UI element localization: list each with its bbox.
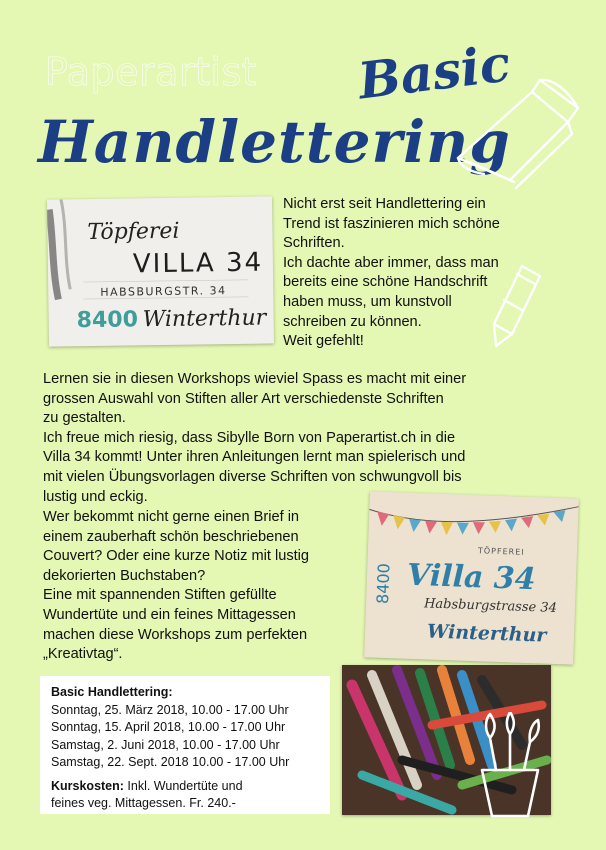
photo1-zip: 8400	[76, 307, 139, 334]
schedule-date: Samstag, 2. Juni 2018, 10.00 - 17.00 Uhr	[51, 737, 280, 752]
photo2-city: Winterthur	[426, 620, 547, 647]
photo2-street: Habsburgstrasse 34	[423, 596, 558, 616]
photo1-line2: VILLA 34	[132, 247, 264, 280]
lettering-photo-1	[47, 196, 274, 346]
schedule-date: Sonntag, 15. April 2018, 10.00 - 17.00 Uhr	[51, 720, 286, 734]
brand-logo: Paperartist	[45, 50, 258, 94]
schedule-heading: Basic Handlettering:	[51, 685, 173, 699]
intro-text: Nicht erst seit Handlettering ein Trend ist faszinieren mich schöne Schriften. Ich dachte aber immer, dass man bereits eine schöne Handschrift haben muss, um kunstvoll schreiben zu können. Weit gefehlt!	[283, 196, 500, 350]
brush-cup-icon	[470, 712, 550, 820]
course-cost	[51, 778, 289, 813]
schedule-box	[40, 676, 330, 814]
cost-label: Kurskosten:	[51, 778, 124, 793]
photo2-small: TÖPFEREI	[477, 546, 525, 557]
title-basic: Basic	[355, 33, 514, 111]
photo2-zip: 8400	[373, 562, 394, 605]
letter-description: Wer bekommt nicht gerne einen Brief in einem zauberhaft schön beschriebenen Couvert? Oder eine kurze Notiz mit lustig dekorierten Buchstaben? Eine mit spannenden Stiften gefüllte Wundertüte und ein feines Mittagessen machen diese Workshops zum perfekten „Kreativtag“.	[43, 509, 310, 663]
page-title: Handlettering	[38, 108, 511, 176]
photo1-line1: Töpferei	[87, 218, 180, 246]
photo2-villa: Villa 34	[406, 557, 537, 598]
schedule-date: Samstag, 22. Sept. 2018 10.00 - 17.00 Uhr	[51, 755, 290, 769]
photo1-city: Winterthur	[142, 305, 267, 333]
lettering-photo-2	[364, 491, 579, 664]
photo1-line3: HABSBURGSTR. 34	[100, 284, 227, 299]
schedule-date: Sonntag, 25. März 2018, 10.00 - 17.00 Uhr	[51, 702, 289, 717]
cost-text: Inkl. Wundertüte und feines veg. Mittagessen. Fr. 240.-	[51, 778, 243, 810]
workshop-description: Lernen sie in diesen Workshops wieviel Spass es macht mit einer grossen Auswahl von Stiften aller Art verschiedenste Schriften zu gestalten. Ich freue mich riesig, dass Sibylle Born von Paperartist.ch in die Villa 34 kommt! Unter ihren Anleitungen lernt man spielerisch und mit vielen Übungsvorlagen diverse Schriften von schwungvoll bis lustig und eckig.	[43, 371, 467, 505]
notepad-icon	[440, 70, 590, 195]
